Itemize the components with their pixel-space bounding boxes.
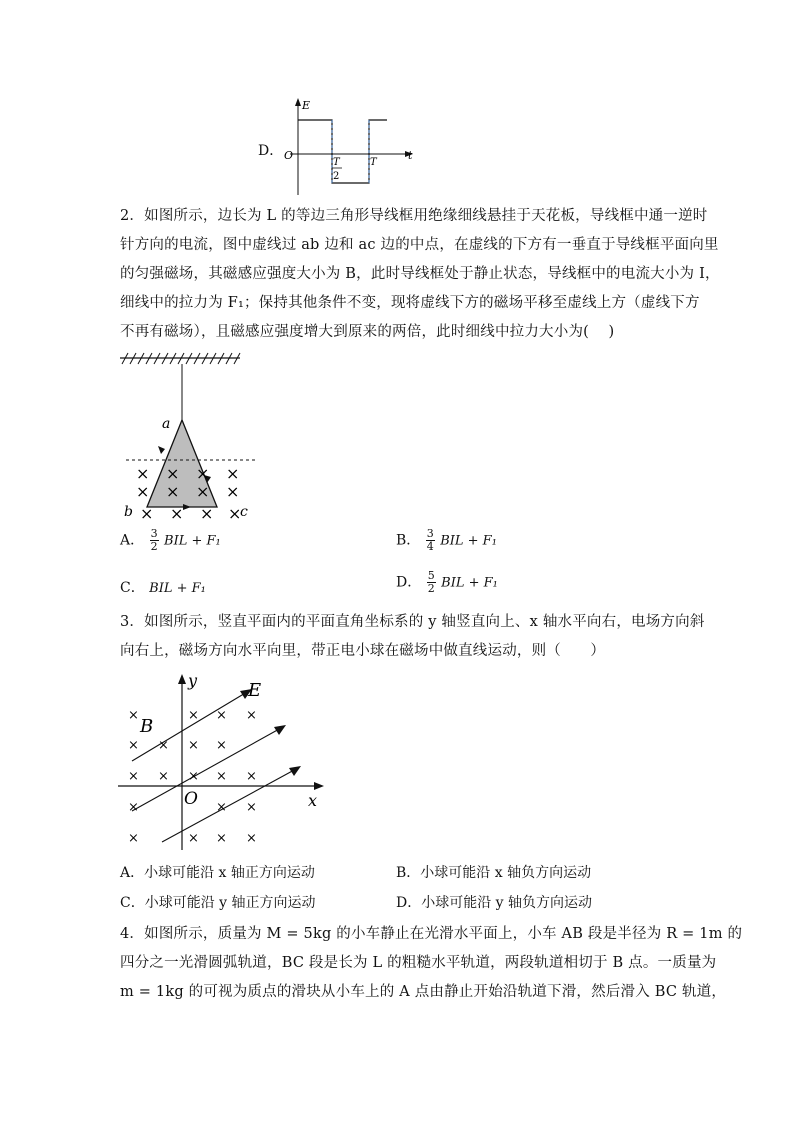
graph-d-half-num: T: [333, 157, 340, 168]
option-letter: D．: [396, 574, 422, 591]
field-cross: ×: [166, 482, 180, 501]
q2-line: 不再有磁场），且磁感应强度增大到原来的两倍，此时细线中拉力大小为( ): [120, 324, 615, 340]
e-field-line: [132, 728, 281, 811]
coefficient-fraction: $\frac{3}{4}$: [426, 527, 434, 553]
field-cross: ×: [216, 708, 227, 723]
q3-option-b[interactable]: B．小球可能沿 x 轴负方向运动: [396, 865, 592, 881]
field-cross: ×: [226, 464, 240, 483]
field-cross: ×: [216, 800, 227, 815]
graph-d-t-tick: T: [370, 157, 377, 168]
field-cross: ×: [246, 800, 257, 815]
field-cross: ×: [170, 504, 184, 523]
graph-d-e-label: E: [302, 99, 311, 112]
option-letter: C．: [120, 580, 145, 596]
q2-line: 针方向的电流，图中虚线过 ab 边和 ac 边的中点，在虚线的下方有一垂直于导线框平面向里: [120, 237, 719, 253]
q2-option-b[interactable]: [396, 528, 497, 553]
q3-stem: [120, 608, 705, 666]
field-cross: ×: [216, 831, 227, 846]
q3-option-c[interactable]: C．小球可能沿 y 轴正方向运动: [120, 895, 316, 911]
q2-option-a[interactable]: [120, 528, 221, 553]
coefficient-fraction: $\frac{3}{2}$: [150, 527, 158, 553]
e-field-label: E: [248, 680, 262, 701]
e-field-arrow: [289, 766, 301, 776]
graph-d-waveform: [298, 120, 387, 183]
graph-d-half-den: 2: [333, 171, 340, 182]
q2-stem: [120, 202, 720, 347]
q4-line: 4．如图所示，质量为 M = 5kg 的小车静止在光滑水平面上，小车 AB 段是半径为 R = 1m 的: [120, 926, 743, 942]
field-cross: ×: [226, 482, 240, 501]
q4-line: 四分之一光滑圆弧轨道，BC 段是长为 L 的粗糙水平轨道，两段轨道相切于 B 点。一质量为: [120, 955, 717, 971]
e-field-arrow: [274, 725, 286, 735]
q3-option-a[interactable]: A．小球可能沿 x 轴正方向运动: [120, 865, 315, 881]
option-letter: B．: [396, 532, 421, 549]
field-cross: ×: [136, 482, 150, 501]
option-expression: BIL + F₁: [441, 575, 498, 591]
q2-line: 细线中的拉力为 F₁；保持其他条件不变，现将虚线下方的磁场平移至虚线上方（虚线下方: [120, 295, 700, 311]
graph-d-figure: [280, 95, 420, 200]
field-cross: ×: [216, 769, 227, 784]
graph-d-e-arrow: [295, 98, 301, 106]
field-cross: ×: [128, 769, 139, 784]
field-cross: ×: [228, 504, 242, 523]
q3-line: 3．如图所示，竖直平面内的平面直角坐标系的 y 轴竖直向上、x 轴水平向右，电场方向斜: [120, 614, 705, 630]
field-cross: ×: [136, 464, 150, 483]
q3-line: 向右上，磁场方向水平向里，带正电小球在磁场中做直线运动，则（ ）: [120, 643, 606, 659]
current-arrow-ab: [158, 446, 165, 454]
q2-option-d[interactable]: [396, 570, 498, 595]
option-expression: BIL + F₁: [149, 581, 206, 596]
field-cross: ×: [140, 504, 154, 523]
q2-option-c[interactable]: [120, 577, 206, 597]
field-cross: ×: [128, 800, 139, 815]
q3-option-d[interactable]: D．小球可能沿 y 轴负方向运动: [396, 895, 593, 911]
graph-d-origin-label: O: [284, 149, 294, 162]
field-cross: ×: [246, 708, 257, 723]
y-axis-arrow: [178, 674, 186, 684]
origin-label: O: [184, 789, 198, 809]
q4-stem: [120, 920, 743, 1007]
option-expression: BIL + F₁: [164, 533, 221, 549]
vertex-a-label: a: [162, 416, 171, 432]
q2-figure: [118, 350, 268, 525]
field-cross: ×: [188, 738, 199, 753]
field-cross: ×: [128, 831, 139, 846]
field-cross: ×: [166, 464, 180, 483]
field-cross: ×: [216, 738, 227, 753]
field-cross: ×: [188, 831, 199, 846]
coefficient-fraction: $\frac{5}{2}$: [427, 569, 435, 595]
x-axis-label: x: [308, 791, 318, 810]
q2-line: 2．如图所示，边长为 L 的等边三角形导线框用绝缘细线悬挂于天花板，导线框中通一逆时: [120, 208, 708, 224]
option-expression: BIL + F₁: [440, 533, 497, 549]
field-cross: ×: [246, 831, 257, 846]
graph-d-option-label: D．: [258, 143, 284, 159]
field-cross: ×: [158, 769, 169, 784]
option-letter: A．: [120, 532, 145, 549]
field-cross: ×: [196, 482, 210, 501]
b-field-label: B: [140, 716, 154, 737]
field-cross: ×: [188, 708, 199, 723]
field-cross: ×: [158, 738, 169, 753]
field-cross: ×: [246, 769, 257, 784]
q2-line: 的匀强磁场，其磁感应强度大小为 B，此时导线框处于静止状态，导线框中的电流大小为 I，: [120, 266, 720, 282]
field-cross: ×: [196, 464, 210, 483]
vertex-b-label: b: [124, 504, 133, 520]
field-cross: ×: [128, 708, 139, 723]
graph-d-t-label: t: [408, 149, 413, 162]
x-axis-arrow: [314, 782, 324, 790]
vertex-c-label: c: [240, 504, 248, 520]
q3-figure: [116, 668, 336, 853]
y-axis-label: y: [188, 671, 198, 690]
q4-line: m = 1kg 的可视为质点的滑块从小车上的 A 点由静止开始沿轨道下滑，然后滑入 BC 轨道，: [120, 984, 727, 1000]
field-cross: ×: [128, 738, 139, 753]
field-cross: ×: [200, 504, 214, 523]
field-cross: ×: [188, 769, 199, 784]
